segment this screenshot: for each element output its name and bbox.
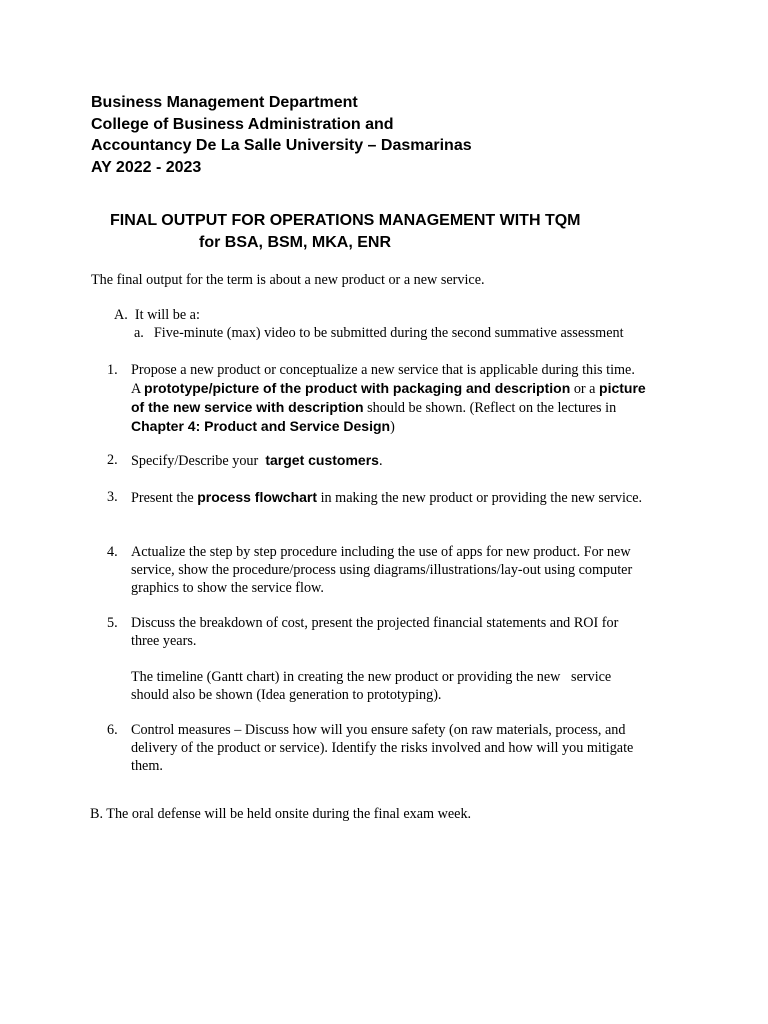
list-item-continuation: The timeline (Gantt chart) in creating the new product or providing the new service should also be shown (Idea generation to prototyping).: [131, 669, 615, 703]
list-item: [107, 451, 647, 470]
document-subtitle: for BSA, BSM, MKA, ENR: [199, 234, 391, 251]
item-bold-part: Chapter 4: Product and Service Design: [131, 418, 391, 434]
list-item-number: 6.: [107, 722, 118, 738]
header-line-university: Accountancy De La Salle University – Dasmarinas: [91, 137, 472, 154]
section-a: [114, 306, 200, 324]
document-title: FINAL OUTPUT FOR OPERATIONS MANAGEMENT WITH TQM: [110, 212, 581, 229]
item-text-part: Present the: [131, 490, 198, 506]
list-item: [107, 543, 647, 597]
header-line-department: Business Management Department: [91, 94, 358, 111]
section-a-text: It will be a:: [134, 307, 200, 323]
item-text-part: in making the new product or providing the new service.: [317, 490, 643, 506]
item-bold-part: prototype/picture of the product with packaging and description: [144, 380, 571, 396]
list-item-text: Actualize the step by step procedure including the use of apps for new product. For new service, show the procedure/process using diagrams/illustrations/lay-out using computer graphics to show the service flow.: [131, 544, 633, 596]
item-text-part: or a: [570, 381, 600, 397]
item-bold-part: process flowchart: [197, 489, 318, 505]
item-bold-part: picture of the new service with description: [131, 380, 646, 415]
list-item: [107, 614, 647, 650]
list-item-number: 2.: [107, 452, 118, 468]
item-text-part: .: [378, 453, 383, 469]
list-item: [107, 721, 647, 775]
list-item: [107, 488, 647, 507]
section-a-sub-text: Five-minute (max) video to be submitted during the second summative assessment: [153, 325, 624, 341]
section-a-sub-marker: a.: [134, 325, 144, 341]
list-item-text: [131, 488, 647, 507]
list-item-number: 5.: [107, 615, 118, 631]
section-b: B. The oral defense will be held onsite during the final exam week.: [90, 806, 472, 822]
list-item-text: [131, 451, 647, 470]
header-line-college: College of Business Administration and: [91, 115, 394, 133]
list-item-text: Control measures – Discuss how will you ensure safety (on raw materials, process, and delivery of the product or service). Identify the risks involved and how will you mitigate them.: [131, 722, 634, 774]
list-item-text: Discuss the breakdown of cost, present the projected financial statements and ROI for three years.: [131, 615, 619, 649]
department-header: [91, 92, 472, 178]
list-item-number: 3.: [107, 489, 118, 505]
list-item-text: [131, 361, 647, 436]
item-bold-part: target customers: [265, 452, 379, 468]
list-item: [107, 361, 647, 436]
item-text-part: ): [390, 419, 395, 435]
section-a-marker: A.: [114, 307, 128, 323]
intro-paragraph: The final output for the term is about a new product or a new service.: [91, 272, 485, 288]
item-text-part: should be shown. (Reflect on the lectures in: [363, 400, 617, 416]
header-line-academic-year: AY 2022 - 2023: [91, 158, 202, 176]
item-text-part: Propose a new product or conceptualize a new service that is applicable during this time. A: [131, 362, 635, 397]
section-a-subitem: [134, 324, 624, 342]
list-item-number: 4.: [107, 544, 118, 560]
list-item-number: 1.: [107, 362, 118, 378]
item-text-part: Specify/Describe your: [131, 453, 266, 469]
